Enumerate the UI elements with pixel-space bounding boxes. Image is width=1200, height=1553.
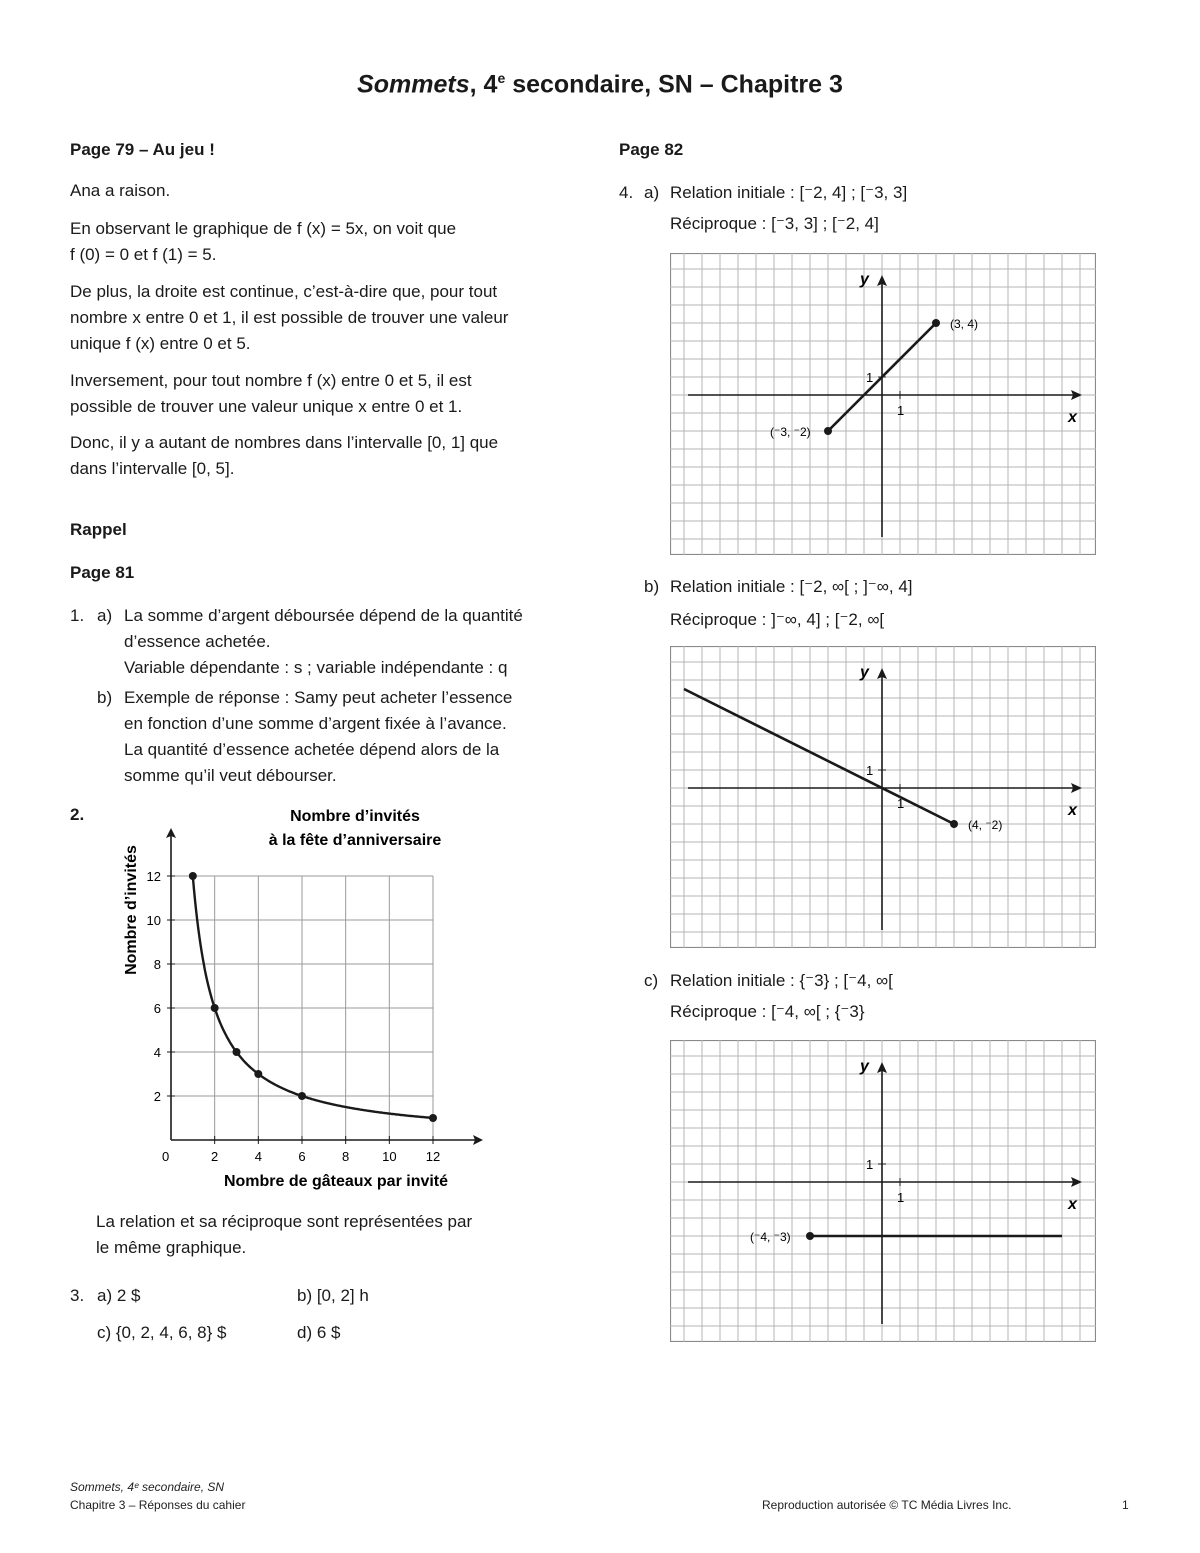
q1b-label: b) — [97, 688, 113, 707]
x-unit-label: 1 — [897, 403, 905, 418]
point-label: (3, 4) — [950, 317, 979, 331]
graph-frame — [671, 1041, 1096, 1342]
heading-page81: Page 81 — [70, 563, 135, 582]
y-axis-label: y — [860, 664, 869, 681]
data-point — [211, 1004, 219, 1012]
x-tick-label: 6 — [298, 1149, 306, 1164]
title-sup: e — [497, 70, 506, 86]
x-tick-label: 2 — [211, 1149, 219, 1164]
para-3a: De plus, la droite est continue, c’est-à-dire que, pour tout — [70, 282, 498, 301]
x-axis-label: x — [1068, 802, 1077, 819]
chart-origin-label: 0 — [162, 1149, 170, 1164]
x-tick-label: 12 — [425, 1149, 441, 1164]
title-book: Sommets — [357, 70, 470, 99]
q1a-label: a) — [97, 606, 113, 625]
chart-grid — [171, 876, 433, 1140]
q2-text-line1: La relation et sa réciproque sont représentées par — [96, 1212, 473, 1231]
para-3c: unique f (x) entre 0 et 5. — [70, 334, 251, 353]
para-4b: possible de trouver une valeur unique x entre 0 et 1. — [70, 397, 463, 416]
y-unit-label: 1 — [866, 370, 874, 385]
graph-4c — [670, 1040, 1096, 1342]
point-label: (4, ⁻2) — [968, 818, 1003, 832]
data-point — [233, 1048, 241, 1056]
q1b-line3: La quantité d’essence achetée dépend alors de la — [124, 740, 500, 759]
footer-book: Sommets, 4ᵉ secondaire, SN — [70, 1480, 225, 1494]
y-unit-label: 1 — [866, 763, 874, 778]
q4b-line2: Réciproque : ]⁻∞, 4] ; [⁻2, ∞[ — [670, 610, 885, 629]
footer-rights: Reproduction autorisée © TC Média Livres Inc. — [762, 1498, 1012, 1512]
q2-number: 2. — [70, 805, 85, 824]
point-label: (⁻3, ⁻2) — [770, 425, 811, 439]
data-point — [189, 872, 197, 880]
q1a-line1: La somme d’argent déboursée dépend de la quantité — [124, 606, 523, 625]
chart-title-line1: Nombre d’invités — [290, 808, 420, 825]
q1b-line1: Exemple de réponse : Samy peut acheter l’essence — [124, 688, 513, 707]
point-label: (⁻4, ⁻3) — [750, 1230, 791, 1244]
y-axis-label: y — [860, 271, 869, 288]
footer-page-number: 1 — [1122, 1498, 1129, 1512]
q1-number: 1. — [70, 606, 85, 625]
point-endpoint — [806, 1232, 814, 1240]
invites-chart — [110, 800, 490, 1195]
para-5b: dans l’intervalle [0, 5]. — [70, 459, 235, 478]
y-tick-label: 12 — [146, 869, 161, 884]
point-endpoint — [950, 820, 958, 828]
q1a-line2: d’essence achetée. — [124, 632, 271, 651]
x-tick-label: 8 — [342, 1149, 350, 1164]
q4a-line2: Réciproque : [⁻3, 3] ; [⁻2, 4] — [670, 214, 879, 233]
q4-number: 4. — [619, 183, 634, 202]
heading-page79: Page 79 – Au jeu ! — [70, 140, 215, 159]
para-1: Ana a raison. — [70, 181, 171, 200]
chart-title-line2: à la fête d’anniversaire — [268, 832, 442, 849]
x-tick-label: 10 — [382, 1149, 397, 1164]
x-tick-label: 4 — [254, 1149, 262, 1164]
q4c-label: c) — [644, 971, 659, 990]
para-4a: Inversement, pour tout nombre f (x) entre 0 et 5, il est — [70, 371, 472, 390]
graph-4a — [670, 253, 1096, 555]
q1b-line2: en fonction d’une somme d’argent fixée à l’avance. — [124, 714, 507, 733]
q3b-answer: b) [0, 2] h — [297, 1286, 369, 1305]
chart-ticks — [147, 869, 441, 1164]
chart-y-label: Nombre d’invités — [123, 845, 140, 975]
y-axis-label: y — [860, 1058, 869, 1075]
chart-points — [189, 872, 437, 1122]
y-tick-label: 10 — [146, 913, 161, 928]
q4c-line2: Réciproque : [⁻4, ∞[ ; {⁻3} — [670, 1002, 865, 1021]
x-axis-label: x — [1068, 409, 1077, 426]
q4b-line1: Relation initiale : [⁻2, ∞[ ; ]⁻∞, 4] — [670, 577, 913, 596]
q3c-answer: c) {0, 2, 4, 6, 8} $ — [97, 1323, 227, 1342]
q3a-answer: a) 2 $ — [97, 1286, 141, 1305]
x-unit-label: 1 — [897, 796, 905, 811]
point-endpoint — [932, 319, 940, 327]
page-title — [0, 70, 1200, 99]
graph-frame — [671, 647, 1096, 948]
chart-x-label: Nombre de gâteaux par invité — [223, 1173, 449, 1190]
q1a-line3: Variable dépendante : s ; variable indépendante : q — [124, 658, 508, 677]
chart-curve — [193, 876, 433, 1118]
y-tick-label: 6 — [153, 1001, 161, 1016]
x-axis-label: x — [1068, 1196, 1077, 1213]
q2-text-line2: le même graphique. — [96, 1238, 247, 1257]
title-sep: , 4 — [469, 70, 498, 99]
graph-frame — [671, 254, 1096, 555]
q4a-line1: Relation initiale : [⁻2, 4] ; [⁻3, 3] — [670, 183, 908, 202]
y-tick-label: 4 — [153, 1045, 161, 1060]
data-point — [429, 1114, 437, 1122]
data-point — [254, 1070, 262, 1078]
para-2b: f (0) = 0 et f (1) = 5. — [70, 245, 217, 264]
q4c-line1: Relation initiale : {⁻3} ; [⁻4, ∞[ — [670, 971, 893, 990]
data-point — [298, 1092, 306, 1100]
q4b-label: b) — [644, 577, 660, 596]
heading-rappel: Rappel — [70, 520, 127, 539]
y-tick-label: 2 — [153, 1089, 161, 1104]
q3-number: 3. — [70, 1286, 85, 1305]
q4a-label: a) — [644, 183, 660, 202]
y-tick-label: 8 — [153, 957, 161, 972]
y-unit-label: 1 — [866, 1157, 874, 1172]
graph-4b — [670, 646, 1096, 948]
x-unit-label: 1 — [897, 1190, 905, 1205]
footer-chapter: Chapitre 3 – Réponses du cahier — [70, 1498, 246, 1512]
para-3b: nombre x entre 0 et 1, il est possible de trouver une valeur — [70, 308, 509, 327]
para-5a: Donc, il y a autant de nombres dans l’intervalle [0, 1] que — [70, 433, 499, 452]
q3d-answer: d) 6 $ — [297, 1323, 341, 1342]
q1b-line4: somme qu’il veut débourser. — [124, 766, 337, 785]
heading-page82: Page 82 — [619, 140, 684, 159]
point-endpoint — [824, 427, 832, 435]
title-rest: secondaire, SN – Chapitre 3 — [505, 70, 843, 99]
para-2a: En observant le graphique de f (x) = 5x, on voit que — [70, 219, 457, 238]
